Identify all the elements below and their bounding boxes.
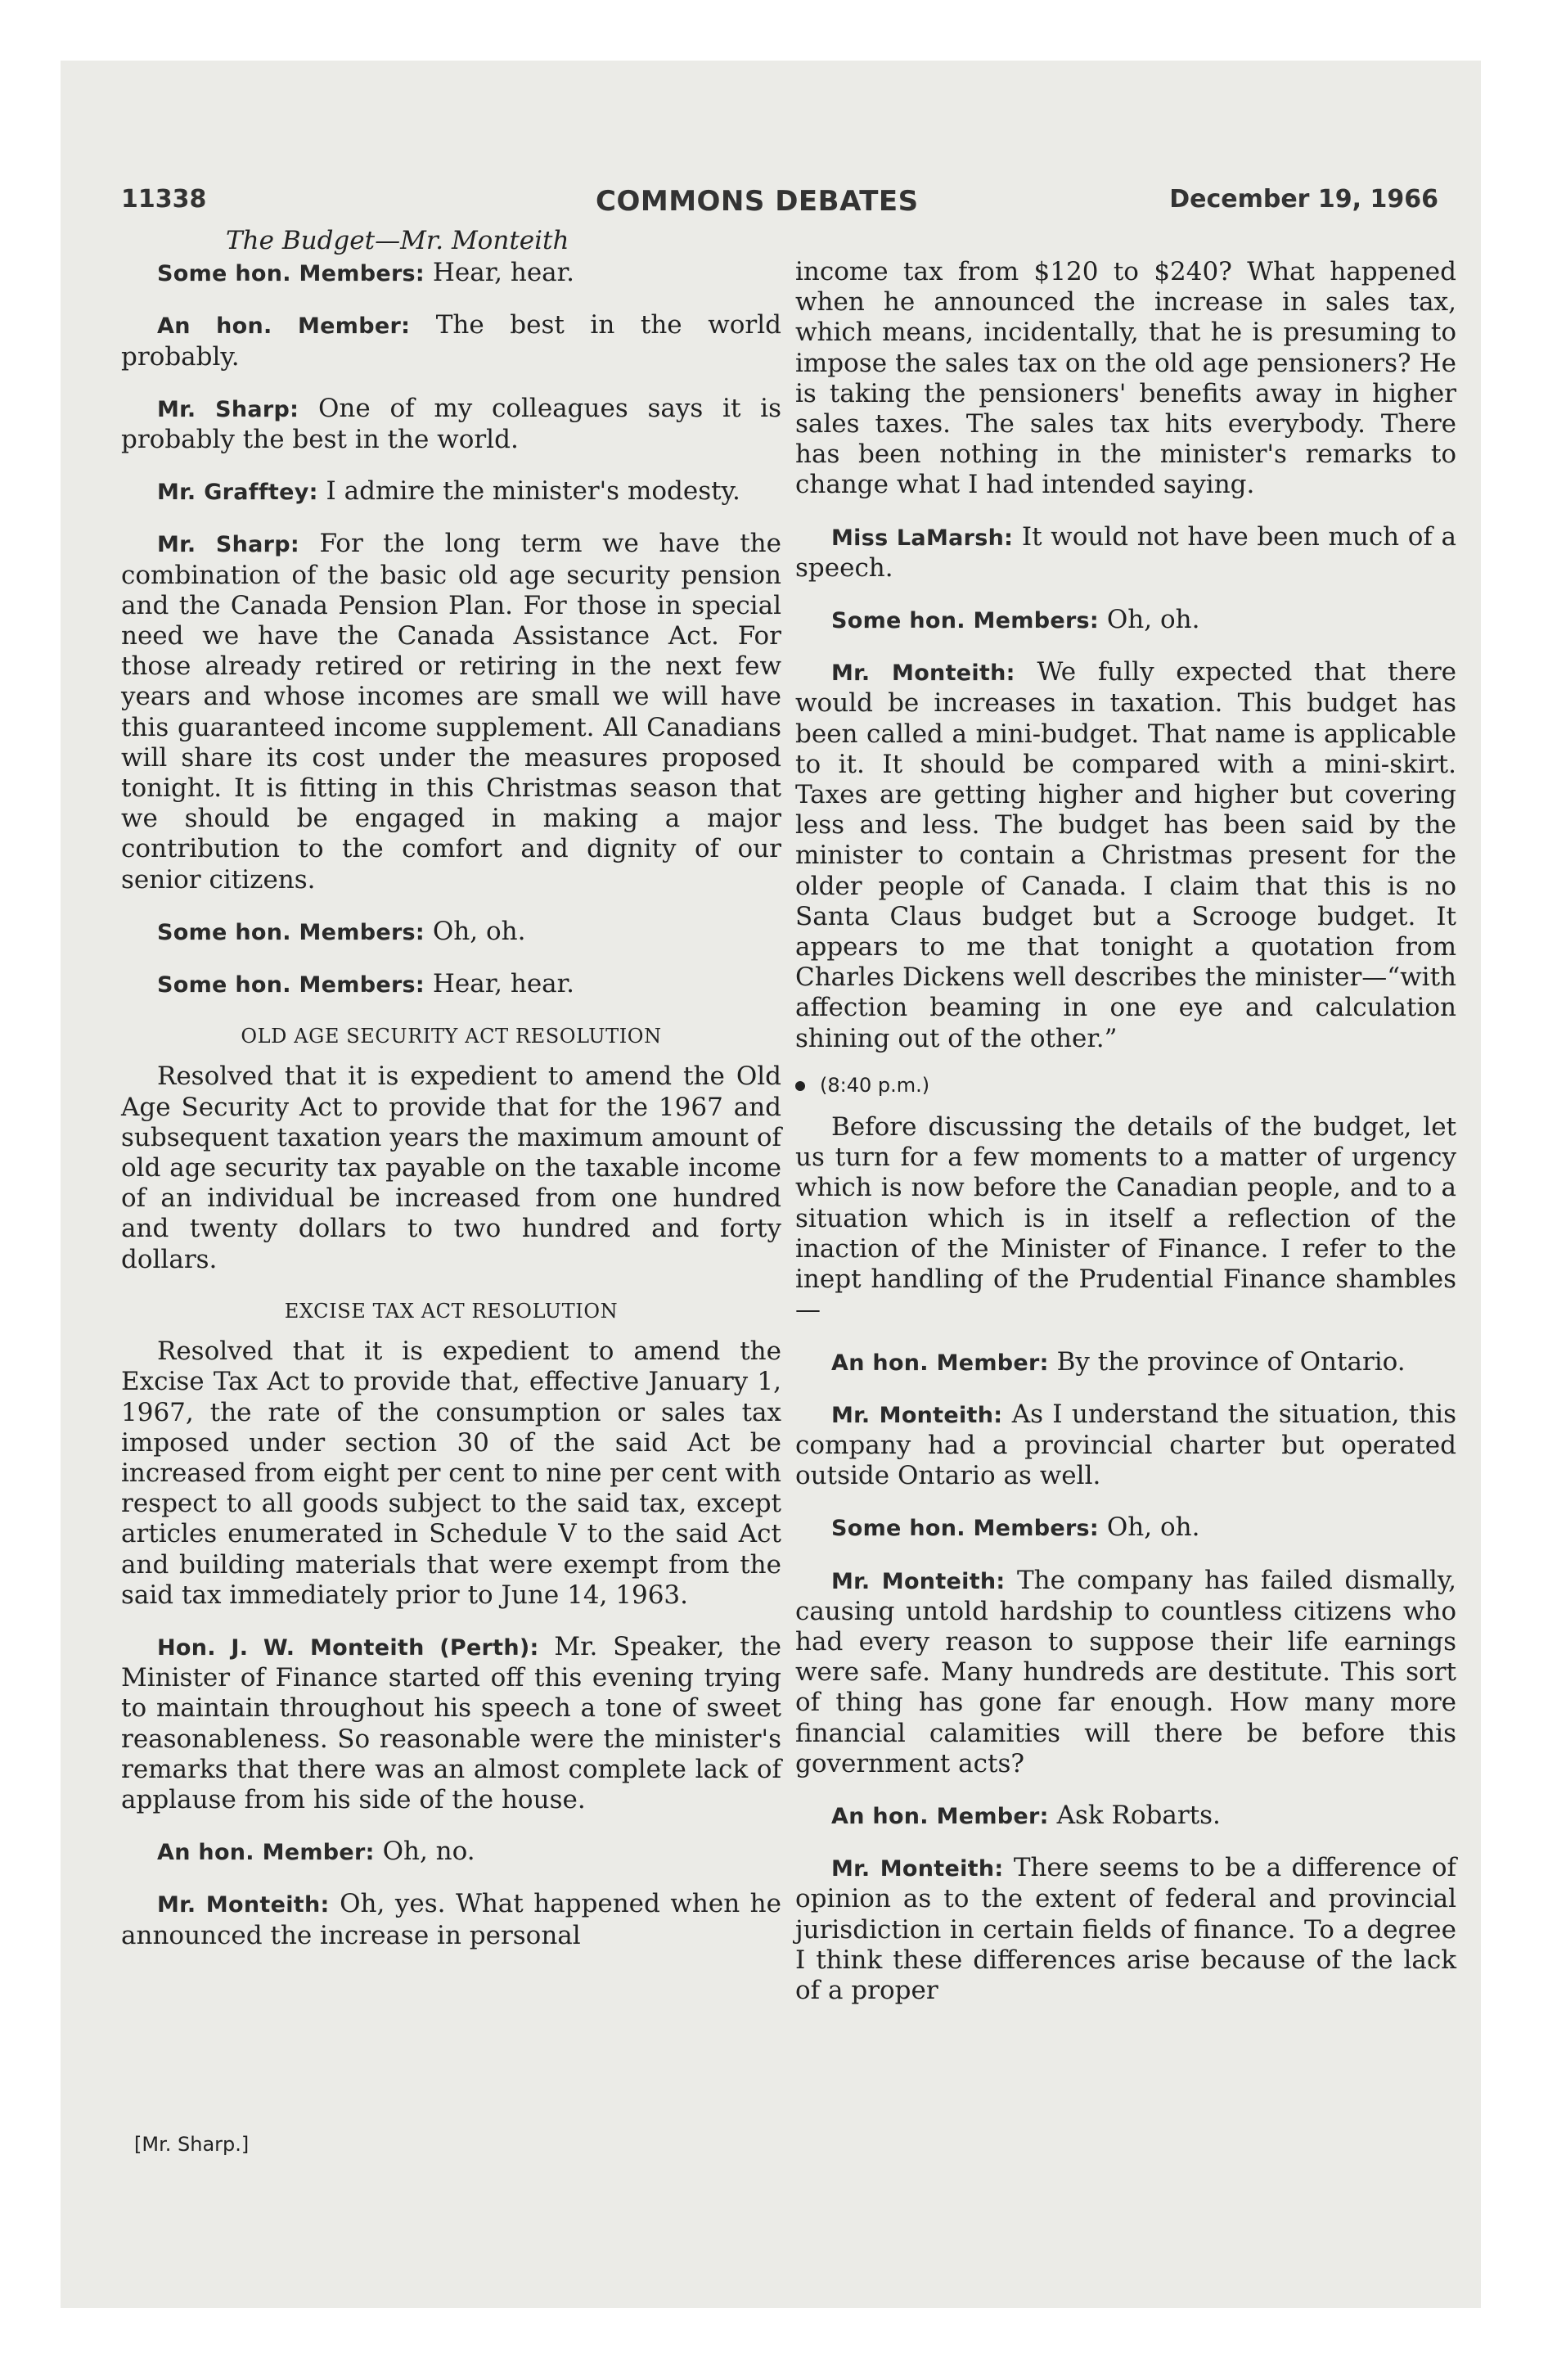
speaker-name: Mr. Monteith:: [831, 1568, 1006, 1594]
bullet-icon: [795, 1081, 805, 1091]
speech-paragraph: [795, 1400, 1456, 1492]
resolution-paragraph: Resolved that it is expedient to amend the Old Age Security Act to provide that for the 1967 and subsequent taxation years the maximum amount of old age security tax payable on the taxable income of an individual be increased from one hundred and twenty dollars to two hundred and forty dollars.: [121, 1062, 781, 1274]
speaker-name: An hon. Member:: [157, 313, 411, 340]
speech-paragraph: [795, 1801, 1456, 1832]
timestamp: [795, 1071, 1456, 1101]
section-heading: EXCISE TAX ACT RESOLUTION: [284, 1299, 619, 1323]
speaker-name: Miss LaMarsh:: [831, 525, 1014, 551]
speech-text: Oh, oh.: [1099, 605, 1200, 635]
speaker-name: Some hon. Members:: [157, 919, 425, 945]
speech-paragraph: [795, 1347, 1456, 1378]
speech-text: We fully expected that there would be increases in taxation. This budget has been called a mini-budget. That name is applicable to it. It should be compared with a mini-skirt. Taxes are getting higher and higher but covering less and less. The budget has been said by the minister to contain a Christmas present for the older people of Canada. I claim that this is no Santa Claus budget but a Scrooge budget. It appears to me that tonight a quotation from Charles Dickens well describes the minister—“with affection beaming in one eye and calculation shining out of the other.”: [795, 657, 1456, 1053]
speech-text: The company has failed dismally, causing untold hardship to countless citizens who had every reason to suppose their life earnings were safe. Many hundreds are destitute. This sort of thing has gone far enough. How many more financial calamities will there be before this government acts?: [795, 1565, 1456, 1778]
timestamp-text: (8:40 p.m.): [820, 1073, 930, 1097]
speaker-name: Hon. J. W. Monteith (Perth):: [157, 1634, 539, 1661]
speech-paragraph: [121, 310, 781, 372]
running-title: The Budget—Mr. Monteith: [226, 226, 569, 255]
speaker-name: Mr. Grafftey:: [157, 480, 318, 506]
speech-text: Ask Robarts.: [1048, 1800, 1221, 1830]
left-column: [121, 226, 781, 1972]
continued-paragraph: income tax from $120 to $240? What happened when he announced the increase in sales tax, which means, incidentally, that he is presuming to impose the sales tax on the old age pensioners? He is taking the pensioners' benefits away in higher sales taxes. The sales tax hits everybody. There has been nothing in the minister's remarks to change what I had intended saying.: [795, 257, 1456, 500]
speech-paragraph: [795, 605, 1456, 636]
speech-text: I admire the minister's modesty.: [317, 476, 740, 507]
speech-paragraph: [795, 522, 1456, 584]
speech-text: The best in the world probably.: [121, 310, 781, 372]
speech-paragraph: [121, 529, 781, 895]
speech-text: One of my colleagues says it is probably the best in the world.: [121, 393, 781, 455]
page-header: [121, 185, 1438, 221]
right-column: [795, 257, 1456, 2027]
speech-text: Oh, no.: [374, 1837, 475, 1867]
resolution-paragraph: Before discussing the details of the budget, let us turn for a few moments to a matter of urgency which is now before the Canadian people, and to a situation which is in itself a reflection of the inaction of the Minister of Finance. I refer to the inept handling of the Prudential Finance shambles—: [795, 1112, 1456, 1325]
speech-text: Oh, yes. What happened when he announced the increase in personal: [121, 1889, 781, 1950]
speech-text: Oh, oh.: [425, 916, 526, 946]
speech-paragraph: [795, 1512, 1456, 1544]
speaker-name: Some hon. Members:: [157, 972, 425, 998]
speaker-name: Mr. Monteith:: [831, 1402, 1003, 1428]
resolution-paragraph: Resolved that it is expedient to amend the Excise Tax Act to provide that, effective January 1, 1967, the rate of the consumption or sales tax imposed under section 30 of the said Act be increased from eight per cent to nine per cent with respect to all goods subject to the said tax, except articles enumerated in Schedule V to the said Act and building materials that were exempt from the said tax immediately prior to June 14, 1963.: [121, 1336, 782, 1610]
speech-paragraph: [121, 917, 781, 948]
speaker-name: Some hon. Members:: [157, 261, 425, 287]
section-heading: OLD AGE SECURITY ACT RESOLUTION: [241, 1025, 662, 1048]
speaker-name: Mr. Monteith:: [157, 1892, 330, 1918]
speech-text: Hear, hear.: [425, 969, 574, 999]
speech-paragraph: [121, 1632, 781, 1815]
speaker-name: An hon. Member:: [831, 1803, 1049, 1829]
speech-text: Hear, hear.: [425, 258, 574, 288]
page-number: 11338: [121, 185, 207, 214]
speech-paragraph: [121, 1837, 781, 1868]
speech-text: Mr. Speaker, the Minister of Finance started off this evening trying to maintain throughout his speech a tone of sweet reasonableness. So reasonable were the minister's remarks that there was an almost complete lack of applause from his side of the house.: [121, 1631, 781, 1814]
speech-paragraph: [795, 1853, 1456, 2006]
speech-paragraph: [121, 476, 781, 507]
speech-paragraph: [121, 1889, 781, 1950]
speech-text: As I understand the situation, this company had a provincial charter but operated outside Ontario as well.: [795, 1399, 1456, 1491]
speech-text: It would not have been much of a speech.: [795, 521, 1456, 583]
speech-paragraph: [795, 1566, 1456, 1779]
speech-text: For the long term we have the combination of the basic old age security pension and the Canada Pension Plan. For those in special need we have the Canada Assistance Act. For those already retired or retiring in the next few years and whose incomes are small we will have this guaranteed income supplement. All Canadians will share its cost under the measures proposed tonight. It is fitting in this Christmas season that we should be engaged in making a major contribution to the comfort and dignity of our senior citizens.: [121, 529, 781, 895]
speaker-name: Mr. Sharp:: [157, 396, 299, 422]
speaker-name: An hon. Member:: [831, 1350, 1049, 1376]
footer-note: [Mr. Sharp.]: [134, 2133, 250, 2156]
speech-paragraph: [121, 969, 781, 1000]
speech-paragraph: [795, 657, 1456, 1054]
speech-paragraph: [121, 394, 781, 455]
speaker-name: Some hon. Members:: [831, 608, 1100, 634]
speech-text: By the province of Ontario.: [1048, 1346, 1406, 1377]
publication-title: COMMONS DEBATES: [596, 185, 919, 218]
speaker-name: Mr. Monteith:: [831, 660, 1015, 687]
speech-paragraph: [121, 258, 781, 289]
speaker-name: Mr. Monteith:: [831, 1856, 1004, 1882]
publication-date: December 19, 1966: [1169, 185, 1438, 214]
speaker-name: An hon. Member:: [157, 1840, 375, 1866]
speaker-name: Mr. Sharp:: [157, 532, 299, 558]
speech-text: Oh, oh.: [1099, 1512, 1200, 1543]
speaker-name: Some hon. Members:: [831, 1516, 1100, 1542]
speech-text: There seems to be a difference of opinion as to the extent of federal and provincial jurisdiction in certain fields of finance. To a degree I think these differences arise because of the lack of a proper: [795, 1853, 1456, 2005]
